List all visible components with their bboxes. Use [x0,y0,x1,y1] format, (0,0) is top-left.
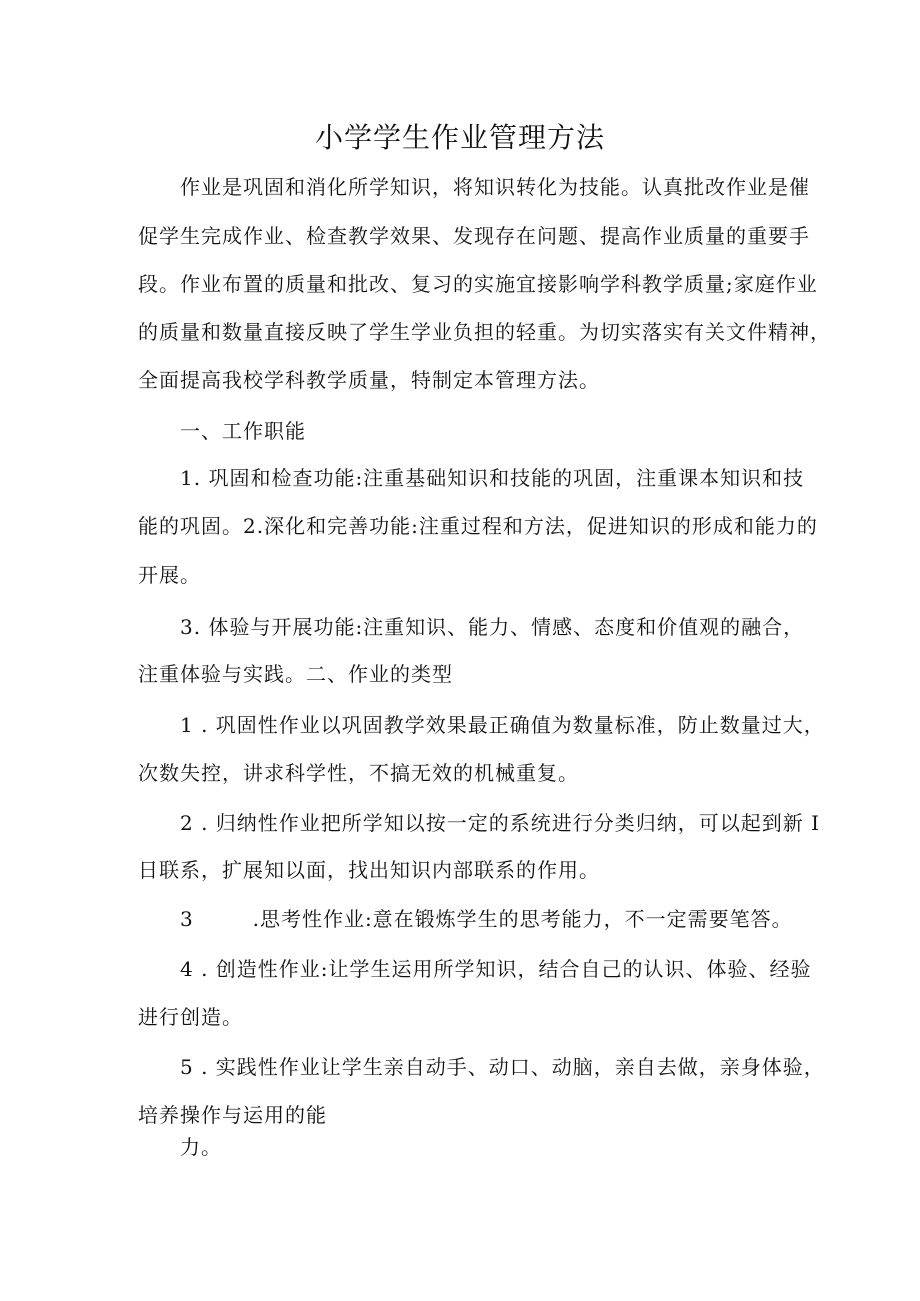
paragraph-line: 1. 巩固和检查功能:注重基础知识和技能的巩固，注重课本知识和技 [180,466,805,490]
paragraph-line: 培养操作与运用的能 [138,1103,327,1127]
paragraph-line: 的质量和数量直接反映了学生学业负担的轻重。为切实落实有关文件精神， [138,320,831,344]
paragraph-line: 开展。 [138,563,201,587]
paragraph-line: 5 . 实践性作业让学生亲自动手、动口、动脑，亲自去做，亲身体验， [180,1055,825,1079]
paragraph-line: 能的巩固。2.深化和完善功能:注重过程和方法，促进知识的形成和能力的 [138,514,818,538]
paragraph-line: 注重体验与实践。二、作业的类型 [138,662,453,686]
paragraph-line: 作业是巩固和消化所学知识，将知识转化为技能。认真批改作业是催 [180,175,810,199]
paragraph-line: 3 .思考性作业:意在锻炼学生的思考能力，不一定需要笔答。 [180,907,793,931]
paragraph-line: 力。 [180,1135,222,1159]
paragraph-line: 进行创造。 [138,1005,243,1029]
paragraph-line: 2 . 归纳性作业把所学知以按一定的系统进行分类归纳，可以起到新 I [180,811,821,835]
paragraph-line: 日联系，扩展知以面，找出知识内部联系的作用。 [138,858,600,882]
paragraph-line: 次数失控，讲求科学性，不搞无效的机械重复。 [138,761,579,785]
paragraph-line: 3. 体验与开展功能:注重知识、能力、情感、态度和价值观的融合， [180,615,805,639]
paragraph-line: 段。作业布置的质量和批改、复习的实施宜接影响学科教学质量;家庭作业 [138,272,818,296]
paragraph-line: 1 . 巩固性作业以巩固教学效果最正确值为数量标准，防止数量过大， [180,713,825,737]
paragraph-line: 促学生完成作业、检查教学效果、发现存在问题、提高作业质量的重要手 [138,224,810,248]
paragraph-line: 全面提高我校学科教学质量，特制定本管理方法。 [138,368,600,392]
section-heading: 一、工作职能 [180,419,306,443]
document-title: 小学学生作业管理方法 [314,121,605,154]
paragraph-line: 4 . 创造性作业:让学生运用所学知识，结合自己的认识、体验、经验 [180,957,812,981]
